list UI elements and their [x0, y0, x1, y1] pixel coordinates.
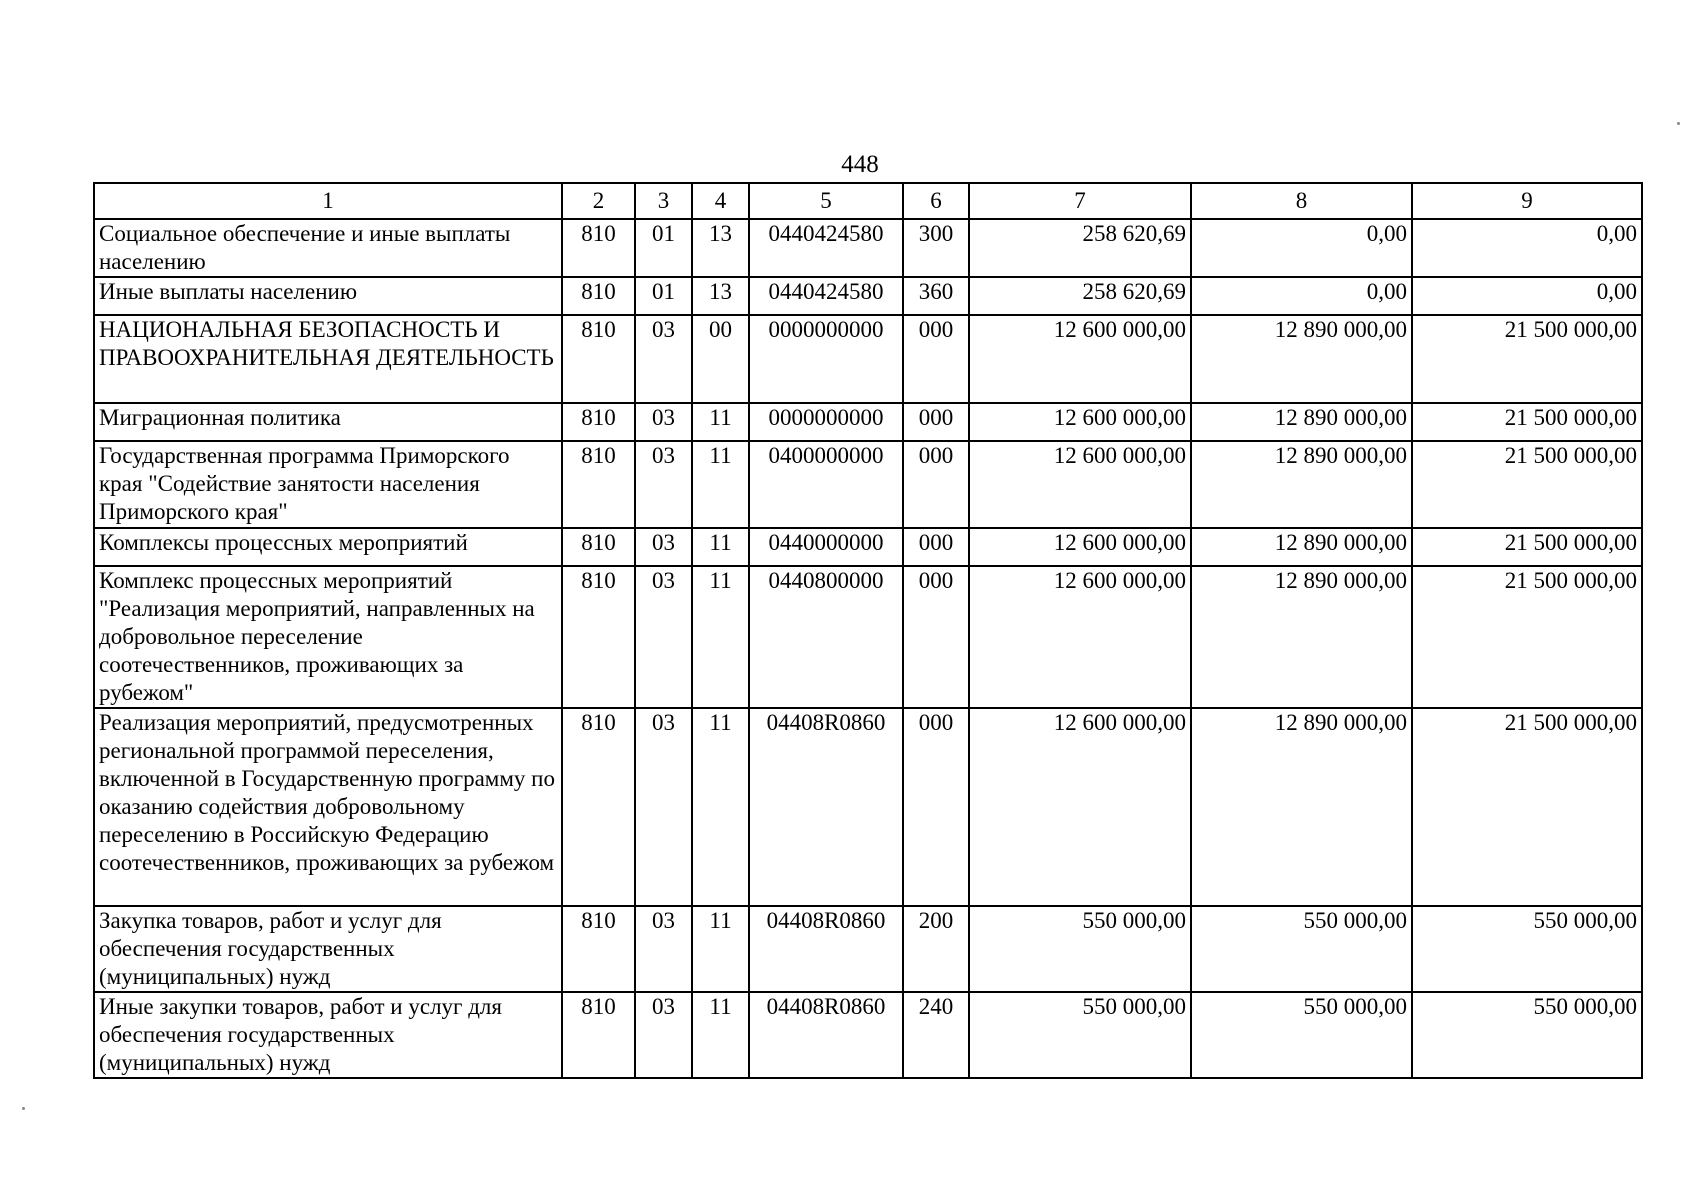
row-col-2: 810 — [562, 528, 635, 566]
row-col-6: 000 — [903, 315, 969, 403]
row-name: Иные выплаты населению — [94, 277, 562, 315]
row-amount-9: 550 000,00 — [1412, 906, 1642, 992]
row-col-4: 11 — [692, 441, 749, 528]
row-col-6: 200 — [903, 906, 969, 992]
row-amount-8: 12 890 000,00 — [1191, 315, 1412, 403]
row-col-4: 11 — [692, 708, 749, 906]
row-amount-9: 21 500 000,00 — [1412, 315, 1642, 403]
row-col-6: 000 — [903, 566, 969, 708]
row-col-3: 03 — [635, 403, 692, 441]
row-name: Миграционная политика — [94, 403, 562, 441]
budget-table — [93, 182, 1643, 1079]
row-col-2: 810 — [562, 708, 635, 906]
row-amount-8: 12 890 000,00 — [1191, 566, 1412, 708]
row-col-6: 000 — [903, 708, 969, 906]
row-amount-9: 21 500 000,00 — [1412, 441, 1642, 528]
row-amount-9: 21 500 000,00 — [1412, 528, 1642, 566]
row-amount-9: 0,00 — [1412, 219, 1642, 277]
row-col-4: 13 — [692, 277, 749, 315]
row-amount-9: 21 500 000,00 — [1412, 566, 1642, 708]
header-col-1: 1 — [94, 183, 562, 219]
row-amount-7: 12 600 000,00 — [969, 441, 1191, 528]
header-col-2: 2 — [562, 183, 635, 219]
row-amount-7: 550 000,00 — [969, 906, 1191, 992]
row-col-3: 01 — [635, 219, 692, 277]
row-amount-8: 12 890 000,00 — [1191, 441, 1412, 528]
row-amount-7: 550 000,00 — [969, 992, 1191, 1078]
row-col-5: 04408R0860 — [749, 992, 903, 1078]
row-col-3: 03 — [635, 566, 692, 708]
row-col-6: 300 — [903, 219, 969, 277]
table-row — [94, 277, 1642, 315]
header-col-7: 7 — [969, 183, 1191, 219]
table-row — [94, 528, 1642, 566]
row-col-3: 03 — [635, 315, 692, 403]
row-amount-8: 550 000,00 — [1191, 906, 1412, 992]
row-col-2: 810 — [562, 566, 635, 708]
row-col-6: 240 — [903, 992, 969, 1078]
table-row — [94, 992, 1642, 1078]
table-row — [94, 566, 1642, 708]
row-col-6: 000 — [903, 441, 969, 528]
row-amount-7: 12 600 000,00 — [969, 315, 1191, 403]
table-row — [94, 906, 1642, 992]
row-col-4: 11 — [692, 403, 749, 441]
row-amount-8: 0,00 — [1191, 219, 1412, 277]
row-col-4: 13 — [692, 219, 749, 277]
row-col-4: 11 — [692, 566, 749, 708]
row-col-6: 360 — [903, 277, 969, 315]
table-row — [94, 315, 1642, 403]
row-amount-7: 258 620,69 — [969, 219, 1191, 277]
row-amount-9: 0,00 — [1412, 277, 1642, 315]
row-amount-7: 258 620,69 — [969, 277, 1191, 315]
row-col-4: 11 — [692, 528, 749, 566]
table-body — [94, 219, 1642, 1078]
row-col-4: 11 — [692, 992, 749, 1078]
page-number: 448 — [841, 151, 879, 178]
row-amount-8: 0,00 — [1191, 277, 1412, 315]
table-row — [94, 708, 1642, 906]
row-col-5: 0440424580 — [749, 219, 903, 277]
row-amount-7: 12 600 000,00 — [969, 403, 1191, 441]
row-col-5: 04408R0860 — [749, 708, 903, 906]
table-header — [94, 183, 1642, 219]
row-col-5: 0400000000 — [749, 441, 903, 528]
row-col-2: 810 — [562, 992, 635, 1078]
row-col-6: 000 — [903, 403, 969, 441]
header-col-6: 6 — [903, 183, 969, 219]
row-col-2: 810 — [562, 403, 635, 441]
row-col-5: 04408R0860 — [749, 906, 903, 992]
row-amount-7: 12 600 000,00 — [969, 528, 1191, 566]
row-col-5: 0440000000 — [749, 528, 903, 566]
row-col-2: 810 — [562, 315, 635, 403]
header-col-3: 3 — [635, 183, 692, 219]
header-col-8: 8 — [1191, 183, 1412, 219]
row-amount-8: 12 890 000,00 — [1191, 403, 1412, 441]
row-col-2: 810 — [562, 441, 635, 528]
row-col-4: 11 — [692, 906, 749, 992]
row-col-3: 03 — [635, 441, 692, 528]
row-amount-7: 12 600 000,00 — [969, 566, 1191, 708]
header-row — [94, 183, 1642, 219]
row-name: Комплекс процессных мероприятий "Реализация мероприятий, направленных на добровольное переселение соотечественников, проживающих за рубежом" — [94, 566, 562, 708]
row-amount-9: 21 500 000,00 — [1412, 708, 1642, 906]
row-col-4: 00 — [692, 315, 749, 403]
row-amount-7: 12 600 000,00 — [969, 708, 1191, 906]
table-row — [94, 403, 1642, 441]
row-col-3: 03 — [635, 906, 692, 992]
row-col-2: 810 — [562, 219, 635, 277]
row-col-5: 0440800000 — [749, 566, 903, 708]
table-row — [94, 219, 1642, 277]
row-col-5: 0000000000 — [749, 315, 903, 403]
scan-speck — [1677, 122, 1680, 125]
row-col-5: 0440424580 — [749, 277, 903, 315]
scan-speck — [22, 1107, 25, 1110]
row-col-3: 03 — [635, 708, 692, 906]
row-amount-9: 21 500 000,00 — [1412, 403, 1642, 441]
row-col-3: 03 — [635, 528, 692, 566]
row-name: Реализация мероприятий, предусмотренных региональной программой переселения, включенной в Государственную программу по оказанию содействия добровольному переселению в Российскую Федерацию соотечественников, проживающих за рубежом — [94, 708, 562, 906]
header-col-9: 9 — [1412, 183, 1642, 219]
row-col-2: 810 — [562, 277, 635, 315]
row-name: Комплексы процессных мероприятий — [94, 528, 562, 566]
row-col-6: 000 — [903, 528, 969, 566]
row-col-2: 810 — [562, 906, 635, 992]
row-name: НАЦИОНАЛЬНАЯ БЕЗОПАСНОСТЬ И ПРАВООХРАНИТЕЛЬНАЯ ДЕЯТЕЛЬНОСТЬ — [94, 315, 562, 403]
row-col-5: 0000000000 — [749, 403, 903, 441]
row-name: Закупка товаров, работ и услуг для обеспечения государственных (муниципальных) нужд — [94, 906, 562, 992]
row-amount-9: 550 000,00 — [1412, 992, 1642, 1078]
row-col-3: 01 — [635, 277, 692, 315]
table-row — [94, 441, 1642, 528]
header-col-5: 5 — [749, 183, 903, 219]
row-name: Государственная программа Приморского края "Содействие занятости населения Приморского края" — [94, 441, 562, 528]
row-name: Социальное обеспечение и иные выплаты населению — [94, 219, 562, 277]
row-amount-8: 550 000,00 — [1191, 992, 1412, 1078]
header-col-4: 4 — [692, 183, 749, 219]
row-col-3: 03 — [635, 992, 692, 1078]
row-name: Иные закупки товаров, работ и услуг для обеспечения государственных (муниципальных) нужд — [94, 992, 562, 1078]
row-amount-8: 12 890 000,00 — [1191, 528, 1412, 566]
row-amount-8: 12 890 000,00 — [1191, 708, 1412, 906]
